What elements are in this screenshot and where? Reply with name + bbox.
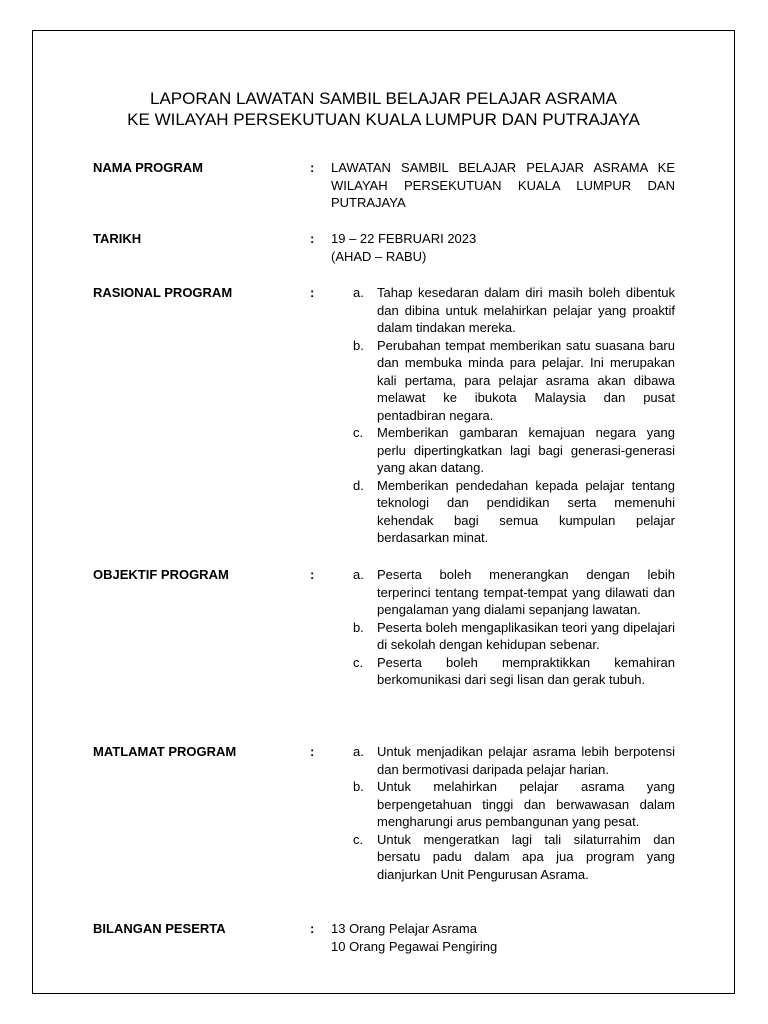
list-item (331, 654, 675, 689)
bilangan-peserta-label: BILANGAN PESERTA (93, 921, 226, 936)
objektif-program-label: OBJEKTIF PROGRAM (93, 567, 229, 582)
list-item-text: Memberikan pendedahan kepada pelajar tentang teknologi dan pendidikan serta memenuhi kehendak bagi semua kumpulan pelajar berdasarkan minat. (377, 477, 675, 545)
tarikh-date: 19 – 22 FEBRUARI 2023 (331, 231, 477, 246)
nama-program-label: NAMA PROGRAM (93, 160, 204, 175)
list-item (331, 566, 675, 619)
separator-colon: : (310, 160, 315, 175)
list-item-text: Untuk mengeratkan lagi tali silaturrahim dan bersatu padu dalam apa jua program yang dianjurkan Unit Pengurusan Asrama. (377, 831, 675, 882)
list-marker: a. (353, 744, 364, 759)
separator-colon: : (310, 744, 315, 759)
matlamat-list (331, 743, 675, 883)
list-item-text: Memberikan gambaran kemajuan negara yang perlu dipertingkatkan lagi bagi generasi-generasi yang akan datang. (377, 425, 675, 475)
list-item-text: Untuk melahirkan pelajar asrama yang berpengetahuan tinggi dan berwawasan dalam mengharungi arus pembangunan yang pesat. (377, 779, 675, 829)
report-title-line-2: KE WILAYAH PERSEKUTUAN KUALA LUMPUR DAN PUTRAJAYA (127, 110, 640, 129)
bilangan-peserta-value (331, 920, 675, 955)
rasional-program-label: RASIONAL PROGRAM (93, 285, 233, 300)
tarikh-value (331, 230, 675, 265)
list-marker: b. (353, 337, 364, 353)
matlamat-program-label: MATLAMAT PROGRAM (93, 744, 237, 759)
list-item (331, 477, 675, 547)
bilangan-pegawai: 10 Orang Pegawai Pengiring (331, 938, 498, 954)
tarikh-label: TARIKH (93, 231, 142, 246)
separator-colon: : (310, 231, 315, 246)
list-item (331, 831, 675, 884)
list-item-text: Peserta boleh mengaplikasikan teori yang dipelajari di sekolah dengan kehidupan sebenar. (377, 619, 675, 652)
list-marker: b. (353, 619, 364, 635)
rasional-list (331, 284, 675, 547)
bilangan-pelajar: 13 Orang Pelajar Asrama (331, 921, 477, 936)
list-item (331, 424, 675, 477)
list-item (331, 743, 675, 778)
list-item-text: Tahap kesedaran dalam diri masih boleh dibentuk dan dibina untuk melahirkan pelajar yang proaktif dalam tindakan mereka. (377, 285, 675, 335)
list-marker: a. (353, 285, 364, 300)
list-item (331, 778, 675, 831)
list-item-text: Peserta boleh mempraktikkan kemahiran berkomunikasi dari segi lisan dan gerak tubuh. (377, 654, 675, 687)
list-item-text: Untuk menjadikan pelajar asrama lebih berpotensi dan bermotivasi daripada pelajar harian. (377, 744, 675, 777)
separator-colon: : (310, 567, 315, 582)
separator-colon: : (310, 285, 315, 300)
list-item-text: Perubahan tempat memberikan satu suasana baru dan membuka minda para pelajar. Ini merupakan kali pertama, para pelajar asrama akan dibawa melawat ke ibukota Malaysia dan pusat pentadbiran negara. (377, 337, 675, 423)
list-item (331, 337, 675, 425)
list-marker: c. (353, 831, 364, 847)
list-marker: b. (353, 779, 364, 794)
list-marker: c. (353, 654, 364, 670)
report-title-line-1: LAPORAN LAWATAN SAMBIL BELAJAR PELAJAR ASRAMA (149, 89, 617, 108)
list-marker: c. (353, 425, 364, 440)
objektif-list (331, 566, 675, 689)
list-item-text: Peserta boleh menerangkan dengan lebih terperinci tentang tempat-tempat yang dilawati dan pengalaman yang dialami sepanjang lawatan. (377, 567, 675, 617)
nama-program-value: LAWATAN SAMBIL BELAJAR PELAJAR ASRAMA KE WILAYAH PERSEKUTUAN KUALA LUMPUR DAN PUTRAJAYA (331, 160, 675, 210)
tarikh-days: (AHAD – RABU) (331, 248, 427, 264)
list-item (331, 284, 675, 337)
separator-colon: : (310, 921, 315, 936)
list-item (331, 619, 675, 654)
list-marker: a. (353, 567, 364, 582)
list-marker: d. (353, 477, 364, 493)
